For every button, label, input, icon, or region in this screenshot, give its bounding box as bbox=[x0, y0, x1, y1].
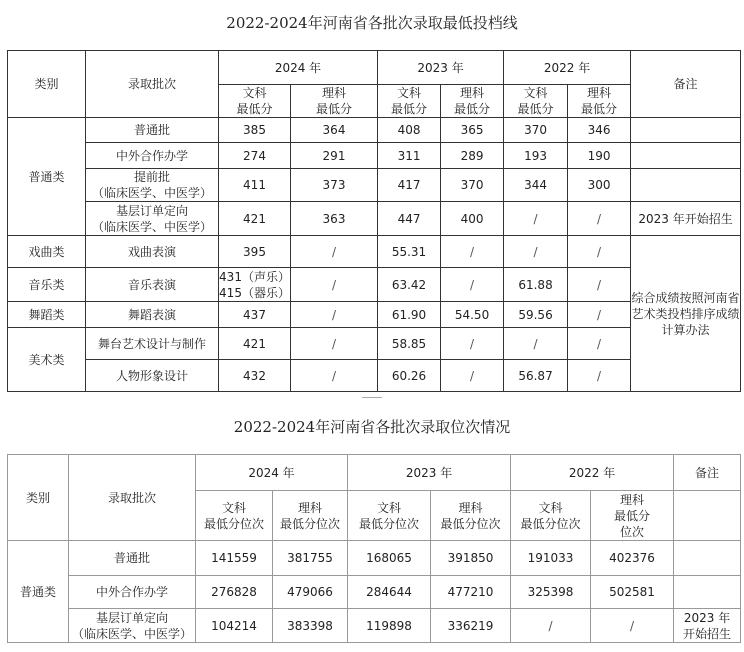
table-row bbox=[8, 169, 741, 202]
value-cell: 437 bbox=[219, 302, 291, 328]
value-cell: 274 bbox=[219, 143, 291, 169]
category-cell: 舞蹈类 bbox=[8, 302, 86, 328]
header-2024: 2024 年 bbox=[196, 455, 348, 491]
value-cell: / bbox=[291, 236, 378, 268]
value-cell: 336219 bbox=[431, 609, 511, 643]
header-2024: 2024 年 bbox=[219, 51, 378, 85]
value-cell: / bbox=[291, 302, 378, 328]
value-cell: / bbox=[504, 236, 568, 268]
divider bbox=[362, 397, 382, 398]
value-cell: 346 bbox=[568, 118, 631, 143]
header-category: 类别 bbox=[8, 455, 69, 541]
value-cell: 370 bbox=[441, 169, 504, 202]
note-cell: 综合成绩按照河南省艺术类投档排序成绩计算办法 bbox=[631, 236, 741, 392]
value-cell: 479066 bbox=[273, 576, 348, 609]
batch-cell: 舞台艺术设计与制作 bbox=[86, 328, 219, 360]
value-cell: 363 bbox=[291, 202, 378, 236]
value-cell: / bbox=[291, 328, 378, 360]
value-cell: / bbox=[568, 268, 631, 302]
category-cell: 普通类 bbox=[8, 118, 86, 236]
value-cell: 289 bbox=[441, 143, 504, 169]
value-cell: 408 bbox=[378, 118, 441, 143]
header-wen: 文科 最低分位次 bbox=[348, 491, 431, 541]
batch-cell: 基层订单定向 （临床医学、中医学） bbox=[86, 202, 219, 236]
value-cell: 431（声乐） 415（器乐） bbox=[219, 269, 290, 300]
table-row bbox=[8, 143, 741, 169]
value-cell: 60.26 bbox=[378, 360, 441, 392]
header-wen: 文科 最低分位次 bbox=[196, 491, 273, 541]
value-cell: 447 bbox=[378, 202, 441, 236]
batch-cell: 中外合作办学 bbox=[69, 576, 196, 609]
value-cell: / bbox=[568, 202, 631, 236]
value-cell: 395 bbox=[219, 236, 291, 268]
value-cell: 168065 bbox=[348, 541, 431, 576]
header-2022: 2022 年 bbox=[504, 51, 631, 85]
value-cell: 417 bbox=[378, 169, 441, 202]
table1-title: 2022-2024年河南省各批次录取最低投档线 bbox=[226, 14, 518, 32]
value-cell: 325398 bbox=[511, 576, 591, 609]
value-cell: 311 bbox=[378, 143, 441, 169]
value-cell: 141559 bbox=[196, 541, 273, 576]
value-cell: 291 bbox=[291, 143, 378, 169]
header-wen: 文科 最低分位次 bbox=[511, 491, 591, 541]
note-cell: 2023 年 开始招生 bbox=[674, 609, 741, 643]
value-cell: 190 bbox=[568, 143, 631, 169]
table-row bbox=[8, 541, 741, 576]
value-cell: / bbox=[568, 302, 631, 328]
value-cell: 432 bbox=[219, 360, 291, 392]
batch-cell: 戏曲表演 bbox=[86, 236, 219, 268]
value-cell: 411 bbox=[219, 169, 291, 202]
batch-cell: 基层订单定向 （临床医学、中医学） bbox=[69, 609, 196, 643]
value-cell: 381755 bbox=[273, 541, 348, 576]
category-cell: 戏曲类 bbox=[8, 236, 86, 268]
value-cell: / bbox=[291, 360, 378, 392]
table-row bbox=[8, 609, 741, 643]
value-cell: 193 bbox=[504, 143, 568, 169]
batch-cell: 人物形象设计 bbox=[86, 360, 219, 392]
header-li: 理科 最低分 bbox=[568, 85, 631, 118]
note-cell bbox=[631, 118, 741, 143]
value-cell: / bbox=[568, 360, 631, 392]
batch-cell: 普通批 bbox=[86, 118, 219, 143]
header-li: 理科 最低分 bbox=[441, 85, 504, 118]
header-note: 备注 bbox=[674, 455, 741, 491]
value-cell: 63.42 bbox=[378, 268, 441, 302]
value-cell: 300 bbox=[568, 169, 631, 202]
value-cell: / bbox=[441, 236, 504, 268]
batch-cell: 中外合作办学 bbox=[86, 143, 219, 169]
value-cell: 54.50 bbox=[441, 302, 504, 328]
value-cell: 400 bbox=[441, 202, 504, 236]
value-cell: / bbox=[291, 268, 378, 302]
value-cell: 364 bbox=[291, 118, 378, 143]
table-row bbox=[8, 202, 741, 236]
value-cell: 104214 bbox=[196, 609, 273, 643]
batch-cell: 音乐表演 bbox=[86, 268, 219, 302]
header-li: 理科 最低分 位次 bbox=[591, 491, 674, 541]
value-cell: 276828 bbox=[196, 576, 273, 609]
value-cell: / bbox=[441, 268, 504, 302]
value-cell: / bbox=[568, 236, 631, 268]
value-cell: 373 bbox=[291, 169, 378, 202]
value-cell: 191033 bbox=[511, 541, 591, 576]
header-2023: 2023 年 bbox=[378, 51, 504, 85]
value-cell: / bbox=[504, 202, 568, 236]
value-cell: 119898 bbox=[348, 609, 431, 643]
value-cell: 402376 bbox=[591, 541, 674, 576]
table-row bbox=[8, 118, 741, 143]
note-cell bbox=[631, 169, 741, 202]
note-cell bbox=[674, 541, 741, 576]
category-cell: 美术类 bbox=[8, 328, 86, 392]
header-note: 备注 bbox=[631, 51, 741, 118]
header-li: 理科 最低分位次 bbox=[273, 491, 348, 541]
value-cell: 59.56 bbox=[504, 302, 568, 328]
value-cell: / bbox=[511, 609, 591, 643]
category-cell: 音乐类 bbox=[8, 268, 86, 302]
value-cell: 284644 bbox=[348, 576, 431, 609]
value-cell: 344 bbox=[504, 169, 568, 202]
value-cell: 477210 bbox=[431, 576, 511, 609]
value-cell: 391850 bbox=[431, 541, 511, 576]
value-cell: 365 bbox=[441, 118, 504, 143]
note-cell: 2023 年开始招生 bbox=[631, 202, 741, 236]
value-cell: / bbox=[504, 328, 568, 360]
value-cell: 370 bbox=[504, 118, 568, 143]
value-cell: 502581 bbox=[591, 576, 674, 609]
value-cell: / bbox=[591, 609, 674, 643]
note-cell bbox=[674, 576, 741, 609]
cutoff-score-table bbox=[7, 50, 741, 392]
value-cell: 58.85 bbox=[378, 328, 441, 360]
batch-cell: 提前批 （临床医学、中医学） bbox=[86, 169, 219, 202]
header-wen: 文科 最低分 bbox=[219, 85, 291, 118]
header-li: 理科 最低分 bbox=[291, 85, 378, 118]
table2-title: 2022-2024年河南省各批次录取位次情况 bbox=[233, 418, 511, 436]
rank-table bbox=[7, 454, 741, 643]
value-cell: / bbox=[441, 328, 504, 360]
value-cell: 421 bbox=[219, 328, 291, 360]
header-wen: 文科 最低分 bbox=[504, 85, 568, 118]
value-cell: / bbox=[441, 360, 504, 392]
header-batch: 录取批次 bbox=[86, 51, 219, 118]
header-note-empty bbox=[674, 491, 741, 541]
header-wen: 文科 最低分 bbox=[378, 85, 441, 118]
batch-cell: 舞蹈表演 bbox=[86, 302, 219, 328]
value-cell: 61.90 bbox=[378, 302, 441, 328]
value-cell: 56.87 bbox=[504, 360, 568, 392]
value-cell: 61.88 bbox=[504, 268, 568, 302]
value-cell: 383398 bbox=[273, 609, 348, 643]
table-row bbox=[8, 236, 741, 268]
value-cell: 55.31 bbox=[378, 236, 441, 268]
value-cell: 421 bbox=[219, 202, 291, 236]
header-category: 类别 bbox=[8, 51, 86, 118]
category-cell: 普通类 bbox=[8, 541, 69, 643]
value-cell: 385 bbox=[219, 118, 291, 143]
batch-cell: 普通批 bbox=[69, 541, 196, 576]
header-2022: 2022 年 bbox=[511, 455, 674, 491]
value-cell: / bbox=[568, 328, 631, 360]
table-row bbox=[8, 576, 741, 609]
header-li: 理科 最低分位次 bbox=[431, 491, 511, 541]
header-batch: 录取批次 bbox=[69, 455, 196, 541]
header-2023: 2023 年 bbox=[348, 455, 511, 491]
note-cell bbox=[631, 143, 741, 169]
